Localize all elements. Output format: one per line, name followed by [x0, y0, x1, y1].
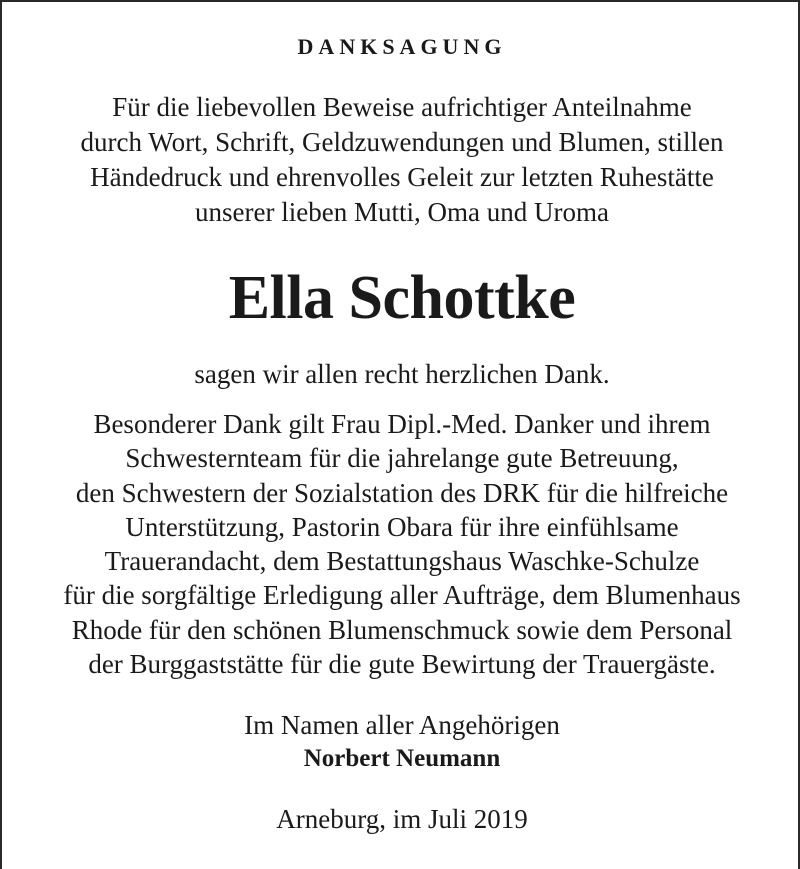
special-thanks-line: Schwesternteam für die jahrelange gute Betreuung, — [125, 443, 679, 474]
intro-line: Händedruck und ehrenvolles Geleit zur letzten Ruhestätte — [90, 162, 714, 192]
special-thanks-line: der Burggaststätte für die gute Bewirtung der Trauergäste. — [88, 649, 716, 680]
special-thanks-line: Unterstützung, Pastorin Obara für ihre einfühlsame — [125, 511, 679, 542]
place-date: Arneburg, im Juli 2019 — [276, 804, 528, 834]
intro-paragraph — [2, 90, 800, 230]
special-thanks-paragraph — [2, 407, 800, 681]
special-thanks-line: Besonderer Dank gilt Frau Dipl.-Med. Danker und ihrem — [93, 409, 711, 439]
intro-line: durch Wort, Schrift, Geldzuwendungen und Blumen, stillen — [80, 127, 724, 157]
special-thanks-line: Rhode für den schönen Blumenschmuck sowie dem Personal — [71, 614, 733, 645]
special-thanks-line: für die sorgfältige Erledigung aller Aufträge, dem Blumenhaus — [63, 580, 741, 611]
intro-line: Für die liebevollen Beweise aufrichtiger Anteilnahme — [112, 92, 692, 122]
special-thanks-line: Trauerandacht, dem Bestattungshaus Waschke-Schulze — [104, 546, 700, 577]
deceased-name: Ella Schottke — [228, 264, 576, 332]
intro-line: unserer lieben Mutti, Oma und Uroma — [195, 197, 609, 227]
special-thanks-line: den Schwestern der Sozialstation des DRK für die hilfreiche — [75, 477, 729, 508]
signatory-name: Norbert Neumann — [303, 745, 501, 772]
on-behalf-line: Im Namen aller Angehörigen — [244, 710, 560, 740]
thanks-line: sagen wir allen recht herzlichen Dank. — [194, 359, 610, 389]
notice-heading: DANKSAGUNG — [297, 34, 507, 59]
